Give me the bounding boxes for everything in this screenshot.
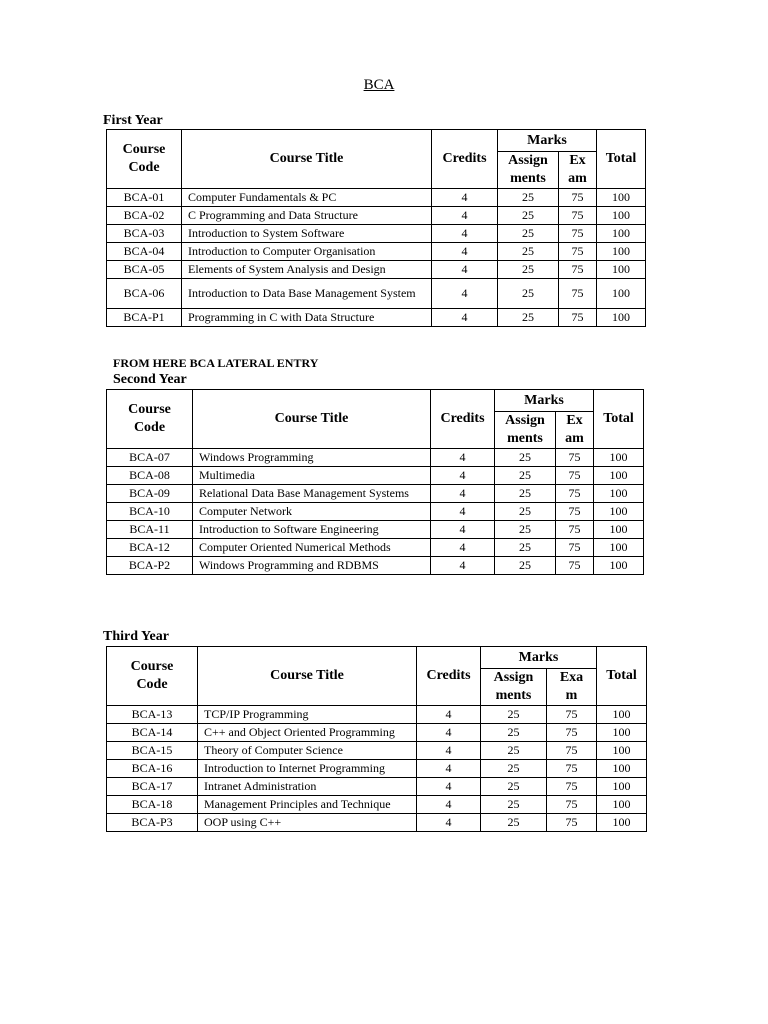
course-title-cell: Elements of System Analysis and Design (182, 261, 432, 279)
assignments-cell: 25 (495, 467, 556, 485)
credits-cell: 4 (432, 189, 498, 207)
course-code-cell: BCA-11 (107, 521, 193, 539)
course-code-cell: BCA-13 (107, 706, 198, 724)
exam-header-line1: Ex (566, 413, 583, 428)
assignments-header-line1: Assign (493, 670, 534, 685)
total-cell: 100 (597, 814, 647, 832)
table-row (107, 778, 647, 796)
lateral-entry-note: FROM HERE BCA LATERAL ENTRY (113, 356, 319, 370)
exam-cell: 75 (556, 521, 594, 539)
exam-cell: 75 (556, 503, 594, 521)
exam-cell: 75 (559, 189, 597, 207)
marks-header: Marks (498, 130, 597, 152)
total-cell: 100 (597, 778, 647, 796)
table-row (107, 724, 647, 742)
course-code-cell: BCA-P1 (107, 309, 182, 327)
exam-header-line2: m (565, 688, 578, 703)
exam-cell: 75 (556, 539, 594, 557)
course-title-cell: TCP/IP Programming (198, 706, 417, 724)
total-cell: 100 (594, 503, 644, 521)
exam-cell: 75 (559, 225, 597, 243)
course-code-cell: BCA-17 (107, 778, 198, 796)
credits-cell: 4 (432, 207, 498, 225)
exam-cell: 75 (547, 814, 597, 832)
course-code-cell: BCA-12 (107, 539, 193, 557)
total-cell: 100 (597, 189, 646, 207)
course-code-header-line2: Code (128, 160, 160, 175)
credits-cell: 4 (417, 724, 481, 742)
total-cell: 100 (597, 742, 647, 760)
assignments-cell: 25 (495, 503, 556, 521)
total-cell: 100 (594, 485, 644, 503)
table-row (107, 796, 647, 814)
exam-cell: 75 (547, 760, 597, 778)
credits-cell: 4 (417, 778, 481, 796)
table-row (107, 521, 644, 539)
exam-cell: 75 (559, 279, 597, 309)
exam-cell: 75 (556, 485, 594, 503)
total-cell: 100 (594, 521, 644, 539)
assignments-cell: 25 (498, 225, 559, 243)
course-title-cell: Introduction to Data Base Management System (182, 279, 432, 309)
course-title-cell: C++ and Object Oriented Programming (198, 724, 417, 742)
assignments-cell: 25 (498, 243, 559, 261)
table-row (107, 467, 644, 485)
course-title-cell: Management Principles and Technique (198, 796, 417, 814)
assignments-cell: 25 (481, 814, 547, 832)
table-row (107, 309, 646, 327)
course-title-cell: Multimedia (193, 467, 431, 485)
course-title-cell: Windows Programming and RDBMS (193, 557, 431, 575)
total-header: Total (597, 130, 646, 189)
course-title-cell: OOP using C++ (198, 814, 417, 832)
table-row (107, 706, 647, 724)
assignments-cell: 25 (498, 279, 559, 309)
total-cell: 100 (594, 557, 644, 575)
exam-cell: 75 (559, 261, 597, 279)
exam-cell: 75 (559, 243, 597, 261)
course-title-header: Course Title (182, 130, 432, 189)
total-cell: 100 (597, 760, 647, 778)
exam-header (556, 412, 594, 449)
total-cell: 100 (597, 279, 646, 309)
assignments-header-line2: ments (510, 171, 546, 186)
table-row (107, 225, 646, 243)
assignments-cell: 25 (481, 724, 547, 742)
total-cell: 100 (594, 449, 644, 467)
page-title: BCA (363, 77, 395, 93)
total-cell: 100 (597, 706, 647, 724)
table-row (107, 814, 647, 832)
course-title-cell: Introduction to Software Engineering (193, 521, 431, 539)
exam-header-line2: am (568, 171, 587, 186)
table-row (107, 261, 646, 279)
course-code-cell: BCA-02 (107, 207, 182, 225)
exam-header (559, 152, 597, 189)
course-title-cell: Introduction to System Software (182, 225, 432, 243)
assignments-cell: 25 (495, 521, 556, 539)
assignments-header-line2: ments (495, 688, 532, 703)
course-code-header (107, 390, 193, 449)
credits-header: Credits (432, 130, 498, 189)
table-row (107, 557, 644, 575)
course-code-cell: BCA-01 (107, 189, 182, 207)
course-title-cell: Windows Programming (193, 449, 431, 467)
course-code-cell: BCA-09 (107, 485, 193, 503)
table-row (107, 503, 644, 521)
course-title-cell: Theory of Computer Science (198, 742, 417, 760)
table-row (107, 485, 644, 503)
course-code-header-line1: Course (122, 142, 166, 157)
assignments-cell: 25 (481, 760, 547, 778)
course-code-cell: BCA-P2 (107, 557, 193, 575)
credits-cell: 4 (431, 485, 495, 503)
credits-cell: 4 (432, 225, 498, 243)
total-header: Total (594, 390, 644, 449)
table-row (107, 243, 646, 261)
credits-cell: 4 (431, 539, 495, 557)
course-code-cell: BCA-06 (107, 279, 182, 309)
course-code-cell: BCA-05 (107, 261, 182, 279)
total-header: Total (597, 647, 647, 706)
course-code-header-line1: Course (130, 659, 174, 674)
exam-cell: 75 (547, 778, 597, 796)
assignments-cell: 25 (498, 261, 559, 279)
credits-header: Credits (417, 647, 481, 706)
course-code-cell: BCA-10 (107, 503, 193, 521)
exam-cell: 75 (559, 207, 597, 225)
exam-header-line1: Exa (559, 670, 584, 685)
credits-cell: 4 (417, 814, 481, 832)
credits-cell: 4 (417, 796, 481, 814)
exam-cell: 75 (547, 796, 597, 814)
course-table (106, 389, 644, 575)
assignments-header-line1: Assign (505, 413, 545, 428)
section-heading: First Year (103, 113, 163, 128)
total-cell: 100 (597, 243, 646, 261)
credits-cell: 4 (417, 706, 481, 724)
course-table (106, 646, 647, 832)
course-code-cell: BCA-04 (107, 243, 182, 261)
course-table (106, 129, 646, 327)
course-code-cell: BCA-18 (107, 796, 198, 814)
course-title-cell: Computer Network (193, 503, 431, 521)
credits-cell: 4 (417, 742, 481, 760)
total-cell: 100 (597, 261, 646, 279)
assignments-cell: 25 (481, 778, 547, 796)
header-row (107, 390, 644, 412)
exam-header-line1: Ex (569, 153, 586, 168)
credits-cell: 4 (432, 279, 498, 309)
course-code-header-line2: Code (133, 420, 166, 435)
course-title-cell: Introduction to Internet Programming (198, 760, 417, 778)
course-code-cell: BCA-07 (107, 449, 193, 467)
course-title-header: Course Title (198, 647, 417, 706)
assignments-header (495, 412, 556, 449)
credits-cell: 4 (417, 760, 481, 778)
total-cell: 100 (597, 796, 647, 814)
table-row (107, 742, 647, 760)
course-code-cell: BCA-08 (107, 467, 193, 485)
course-code-header (107, 130, 182, 189)
credits-cell: 4 (431, 449, 495, 467)
course-code-cell: BCA-P3 (107, 814, 198, 832)
course-code-cell: BCA-03 (107, 225, 182, 243)
section-heading: Third Year (103, 629, 169, 644)
course-code-cell: BCA-16 (107, 760, 198, 778)
total-cell: 100 (594, 467, 644, 485)
total-cell: 100 (597, 225, 646, 243)
assignments-cell: 25 (498, 309, 559, 327)
exam-header-line2: am (565, 431, 584, 446)
course-title-cell: C Programming and Data Structure (182, 207, 432, 225)
course-title-cell: Computer Oriented Numerical Methods (193, 539, 431, 557)
total-cell: 100 (597, 309, 646, 327)
credits-cell: 4 (431, 503, 495, 521)
assignments-cell: 25 (481, 706, 547, 724)
credits-cell: 4 (432, 243, 498, 261)
section-heading: Second Year (113, 372, 187, 387)
marks-header: Marks (495, 390, 594, 412)
table-row (107, 207, 646, 225)
course-title-cell: Relational Data Base Management Systems (193, 485, 431, 503)
course-title-cell: Intranet Administration (198, 778, 417, 796)
course-code-cell: BCA-14 (107, 724, 198, 742)
header-row (107, 130, 646, 152)
course-title-cell: Programming in C with Data Structure (182, 309, 432, 327)
course-code-header-line1: Course (128, 402, 171, 417)
total-cell: 100 (594, 539, 644, 557)
assignments-cell: 25 (481, 742, 547, 760)
exam-cell: 75 (547, 706, 597, 724)
exam-cell: 75 (556, 557, 594, 575)
total-cell: 100 (597, 724, 647, 742)
table-row (107, 760, 647, 778)
course-title-cell: Introduction to Computer Organisation (182, 243, 432, 261)
course-title-cell: Computer Fundamentals & PC (182, 189, 432, 207)
exam-cell: 75 (547, 742, 597, 760)
table-row (107, 449, 644, 467)
assignments-header (481, 669, 547, 706)
exam-cell: 75 (556, 449, 594, 467)
credits-cell: 4 (431, 521, 495, 539)
credits-cell: 4 (432, 309, 498, 327)
exam-cell: 75 (556, 467, 594, 485)
credits-cell: 4 (432, 261, 498, 279)
assignments-header (498, 152, 559, 189)
course-code-cell: BCA-15 (107, 742, 198, 760)
table-row (107, 539, 644, 557)
assignments-cell: 25 (498, 189, 559, 207)
assignments-cell: 25 (495, 485, 556, 503)
marks-header: Marks (481, 647, 597, 669)
credits-header: Credits (431, 390, 495, 449)
credits-cell: 4 (431, 557, 495, 575)
exam-cell: 75 (559, 309, 597, 327)
course-code-header (107, 647, 198, 706)
assignments-header-line1: Assign (508, 153, 548, 168)
assignments-cell: 25 (495, 449, 556, 467)
assignments-cell: 25 (495, 557, 556, 575)
assignments-cell: 25 (498, 207, 559, 225)
table-row (107, 279, 646, 309)
assignments-header-line2: ments (507, 431, 543, 446)
exam-cell: 75 (547, 724, 597, 742)
exam-header (547, 669, 597, 706)
assignments-cell: 25 (495, 539, 556, 557)
table-row (107, 189, 646, 207)
course-title-header: Course Title (193, 390, 431, 449)
assignments-cell: 25 (481, 796, 547, 814)
credits-cell: 4 (431, 467, 495, 485)
course-code-header-line2: Code (136, 677, 168, 692)
header-row (107, 647, 647, 669)
total-cell: 100 (597, 207, 646, 225)
